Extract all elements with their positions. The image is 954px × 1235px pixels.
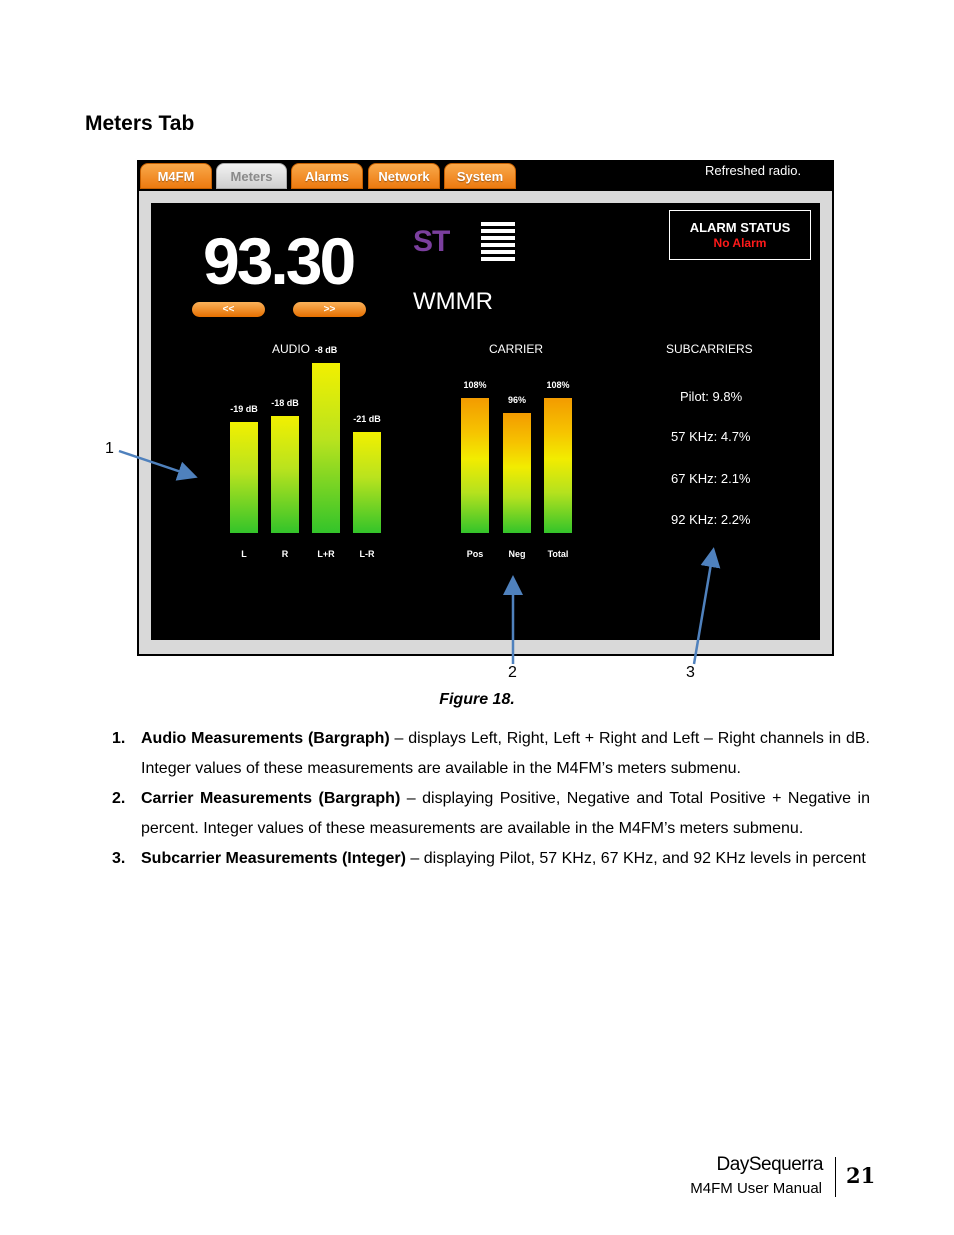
callout-1: 1 (105, 440, 114, 457)
tune-up-button[interactable]: >> (293, 302, 366, 317)
tab-network[interactable]: Network (368, 163, 440, 189)
stereo-indicator: ST (413, 225, 450, 258)
tab-m4fm[interactable]: M4FM (140, 163, 212, 189)
tab-system[interactable]: System (444, 163, 516, 189)
brand-logo: DaySequerra (716, 1154, 823, 1175)
audio-value-label: -21 dB (353, 414, 381, 425)
status-message: Refreshed radio. (705, 163, 802, 178)
callout-2: 2 (508, 664, 517, 681)
footer-divider (835, 1157, 836, 1197)
manual-title: M4FM User Manual (690, 1180, 822, 1197)
tab-meters[interactable]: Meters (216, 163, 287, 189)
audio-channel-label: L-R (359, 549, 375, 559)
tab-alarms[interactable]: Alarms (291, 163, 363, 189)
carrier-heading: CARRIER (489, 342, 544, 356)
audio-value-label: -18 dB (271, 398, 299, 409)
carrier-channel-label: Pos (466, 549, 484, 559)
callout-1-arrow (119, 451, 193, 476)
measurement-list (112, 724, 870, 874)
carrier-value-label: 108% (546, 380, 570, 390)
list-item: 2. Carrier Measurements (Bargraph) – displaying Positive, Negative and Total Positive + Negative in percent. Integer values of these measurements are available in the M4FM’s meters submenu. (112, 790, 870, 837)
subcarrier-92khz: 92 KHz: 2.2% (671, 512, 751, 527)
audio-channel-label: L+R (317, 549, 335, 559)
carrier-channel-label: Total (547, 549, 569, 559)
station-name: WMMR (413, 288, 493, 315)
callout-3-arrow (694, 552, 713, 664)
audio-channel-label: R (281, 549, 289, 559)
figure-caption: Figure 18. (439, 691, 515, 708)
audio-channel-label: L (241, 549, 247, 559)
audio-value-label: -8 dB (314, 345, 338, 356)
callout-3: 3 (686, 664, 695, 681)
audio-heading: AUDIO (272, 342, 311, 356)
subcarrier-57khz: 57 KHz: 4.7% (671, 429, 751, 444)
alarm-status-title: ALARM STATUS (689, 220, 791, 235)
alarm-status-value: No Alarm (713, 236, 767, 250)
section-title: Meters Tab (85, 112, 195, 135)
subcarrier-67khz: 67 KHz: 2.1% (671, 471, 751, 486)
subcarrier-pilot: Pilot: 9.8% (680, 389, 743, 404)
audio-value-label: -19 dB (230, 403, 258, 414)
carrier-value-label: 96% (507, 395, 527, 405)
page-number: 21 (846, 1163, 876, 1188)
carrier-channel-label: Neg (508, 549, 526, 559)
subcarriers-heading: SUBCARRIERS (666, 342, 753, 356)
frequency-display: 93.30 (203, 224, 354, 298)
tune-down-button[interactable]: << (192, 302, 265, 317)
list-item: 3. Subcarrier Measurements (Integer) – displaying Pilot, 57 KHz, 67 KHz, and 92 KHz levels in percent (112, 850, 866, 867)
list-item: 1. Audio Measurements (Bargraph) – displays Left, Right, Left + Right and Left – Right channels in dB. Integer values of these measurements are available in the M4FM’s meters submenu. (112, 730, 870, 777)
carrier-value-label: 108% (463, 380, 487, 390)
